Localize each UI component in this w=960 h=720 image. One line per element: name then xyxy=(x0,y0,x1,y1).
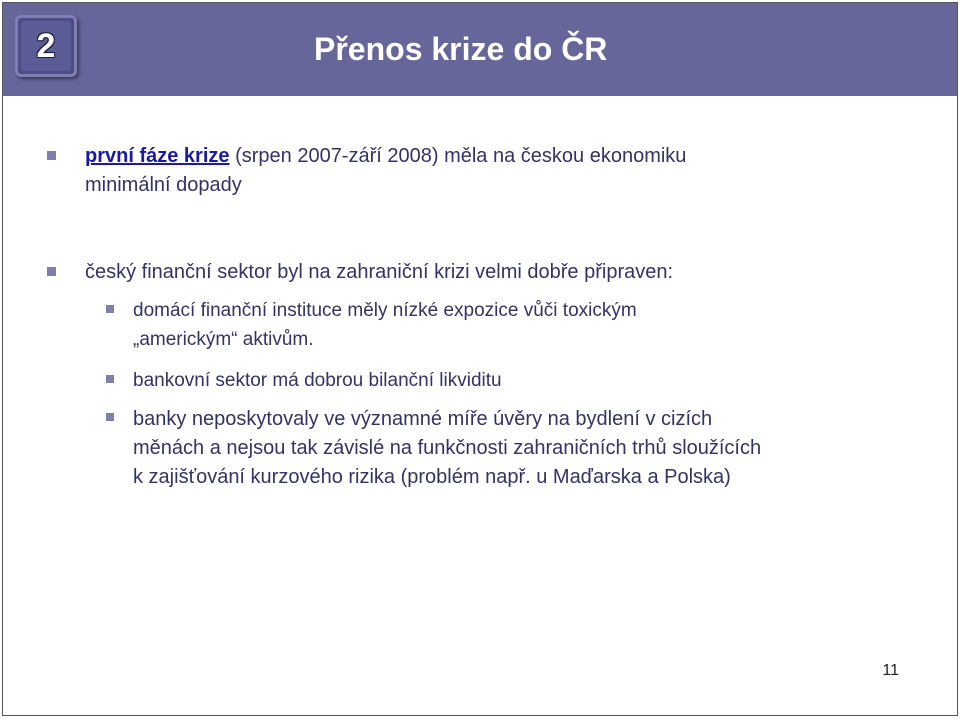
subbullet-liquidity: bankovní sektor má dobrou bilanční likviditu xyxy=(133,370,502,391)
badge-number: 2 xyxy=(21,21,71,71)
square-bullet-icon xyxy=(106,375,114,383)
bullet-first-phase-line1 xyxy=(85,142,686,170)
slide-number-badge xyxy=(15,15,77,77)
first-phase-text: (srpen 2007-září 2008) měla na českou ekonomiku xyxy=(229,145,687,167)
page-number: 11 xyxy=(882,662,899,679)
square-bullet-icon xyxy=(106,413,114,421)
square-bullet-icon xyxy=(106,305,114,313)
slide-title: Přenos krize do ČR xyxy=(314,31,608,67)
first-phase-emphasis: první fáze krize xyxy=(85,145,230,167)
subbullet-institutions-line1: domácí finanční instituce měly nízké expozice vůči toxickým xyxy=(133,300,637,321)
subbullet-institutions-line2: „americkým“ aktivům. xyxy=(133,329,314,350)
bullet-first-phase-line2: minimální dopady xyxy=(85,174,242,196)
square-bullet-icon xyxy=(47,151,56,160)
bullet-financial-sector: český finanční sektor byl na zahraniční krizi velmi dobře připraven: xyxy=(85,261,674,283)
subbullet-banks-line2: měnách a nejsou tak závislé na funkčnosti zahraničních trhů sloužících xyxy=(133,437,762,459)
title-bar xyxy=(3,3,957,96)
subbullet-banks-line1: banky neposkytovaly ve významné míře úvěry na bydlení v cizích xyxy=(133,408,713,430)
square-bullet-icon xyxy=(47,267,56,276)
subbullet-banks-line3: k zajišťování kurzového rizika (problém např. u Maďarska a Polska) xyxy=(133,466,731,488)
slide xyxy=(2,2,958,716)
